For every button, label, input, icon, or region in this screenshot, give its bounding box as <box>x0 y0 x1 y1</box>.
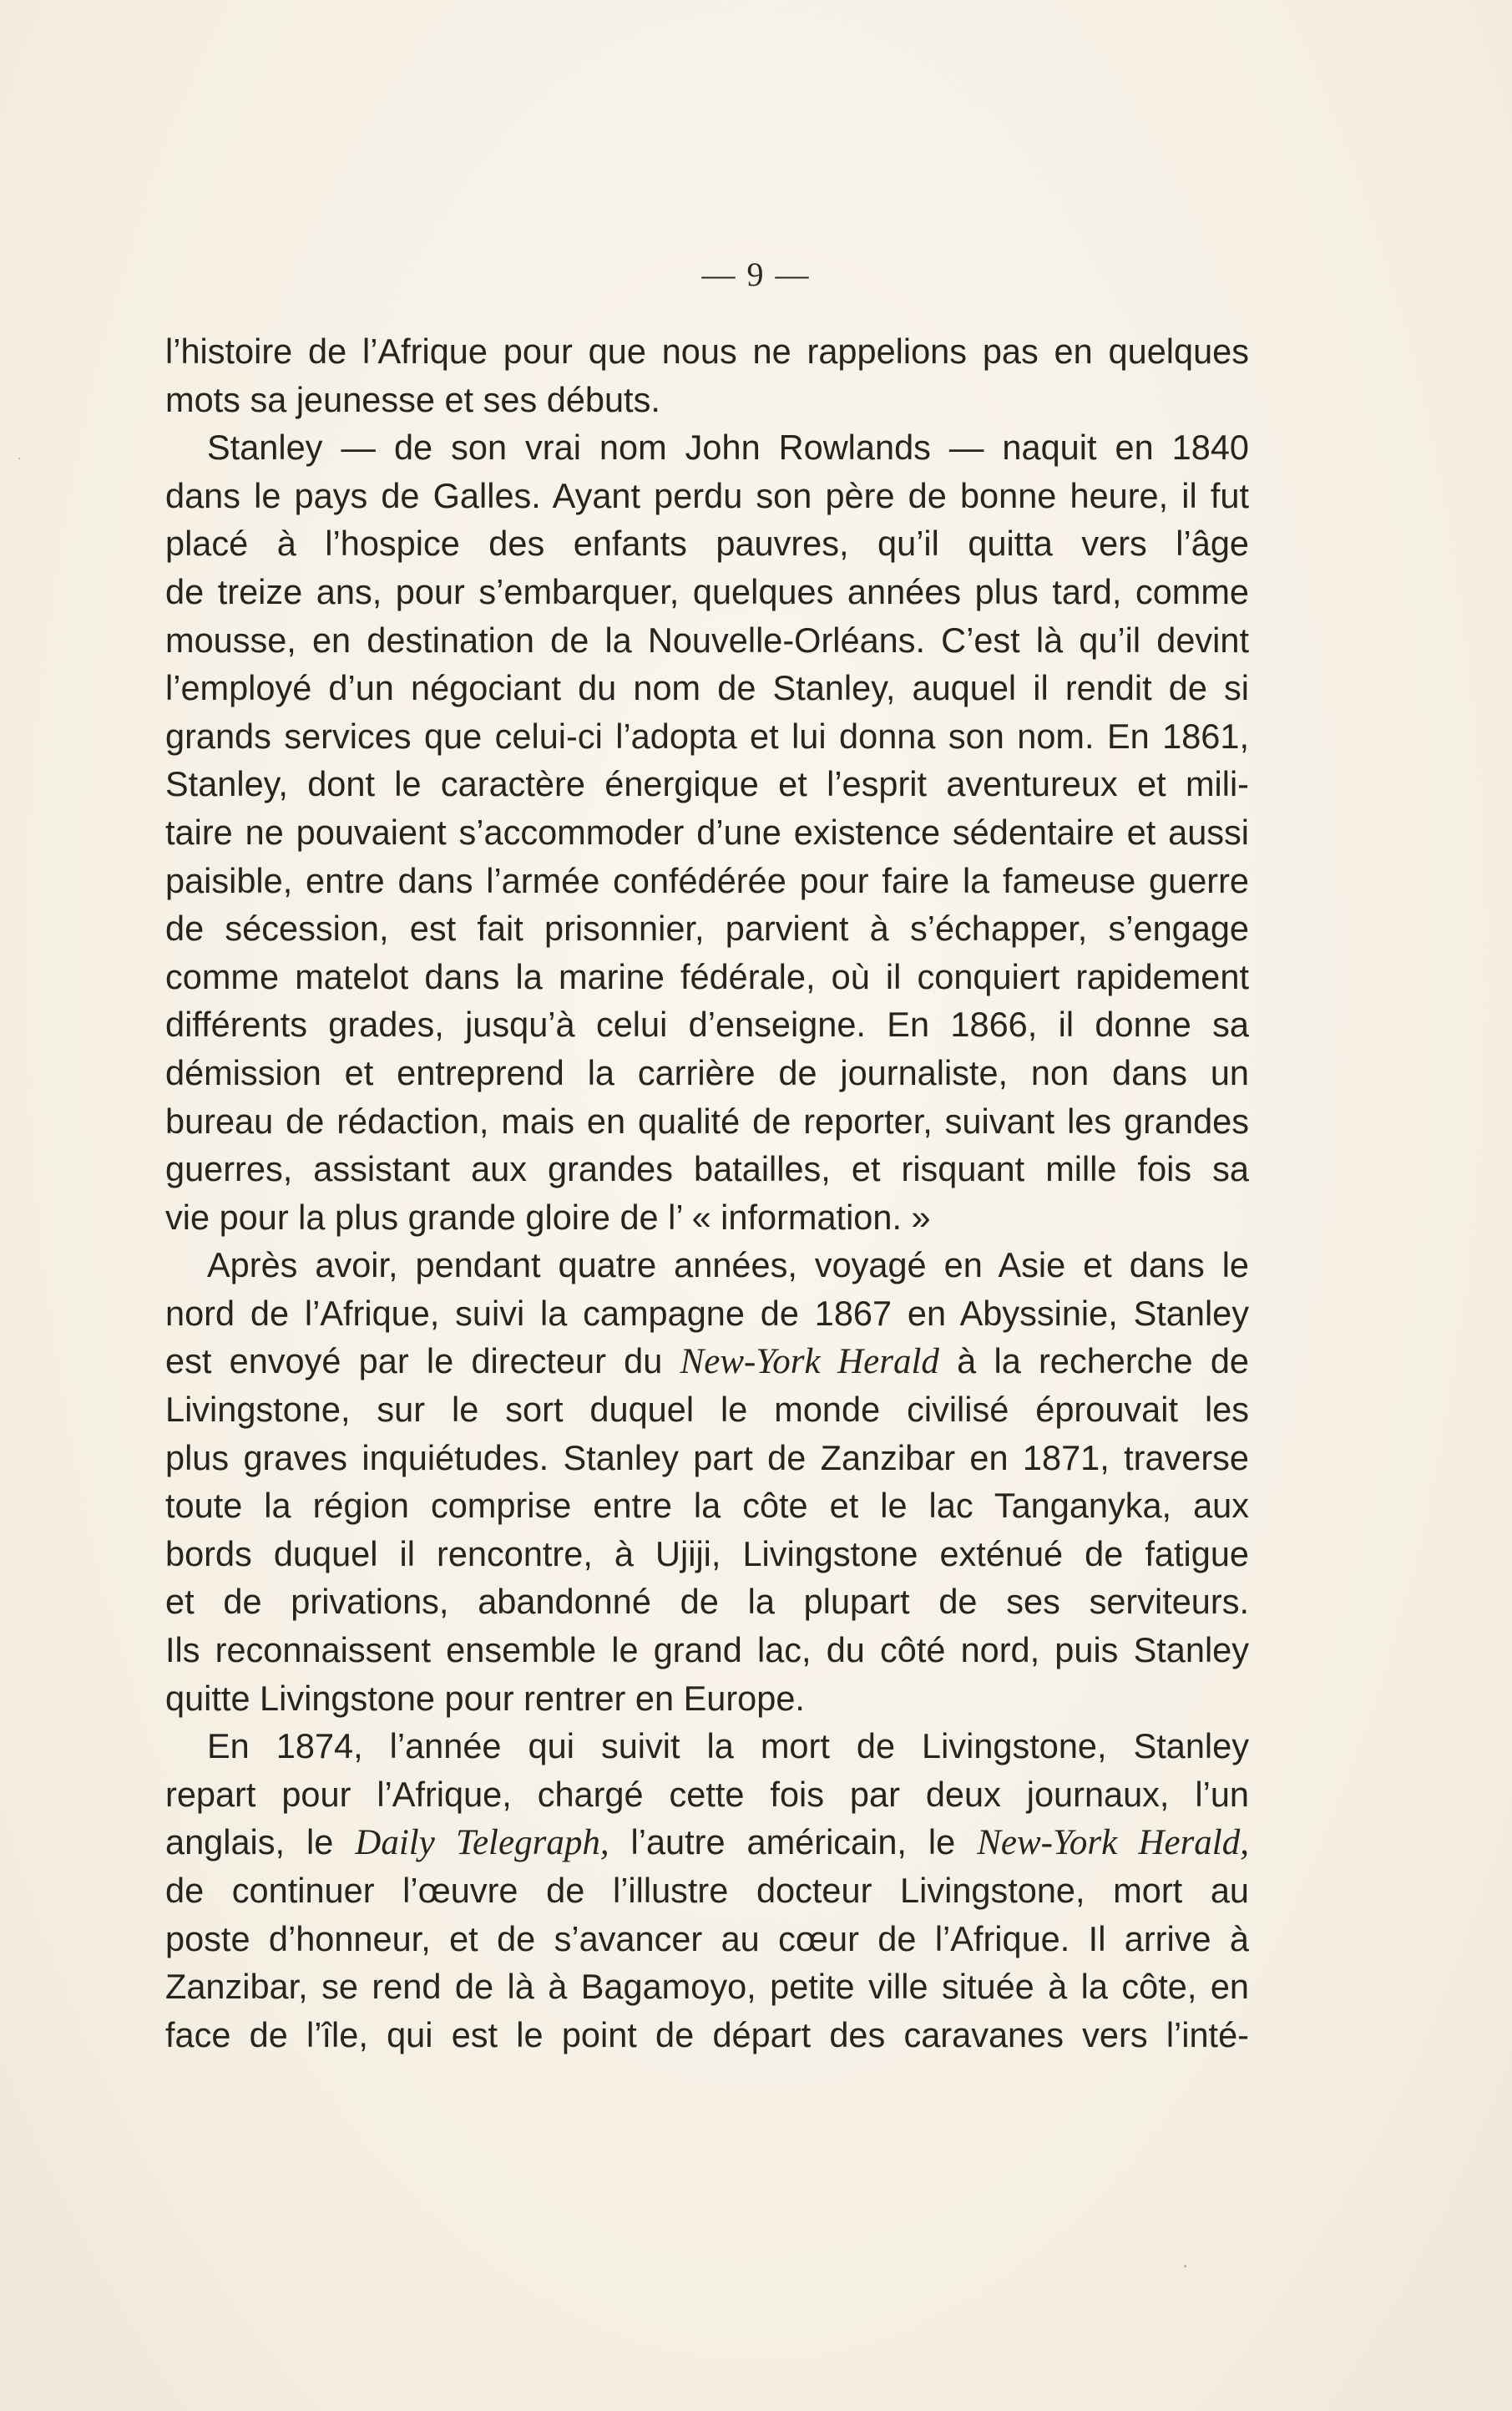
text-line: quitte Livingstone pour rentrer en Europe. <box>165 1678 805 1718</box>
text-line: face de l’île, qui est le point de départ des caravanes vers l’inté- <box>165 2014 1249 2054</box>
text-line: repart pour l’Afrique, chargé cette fois par deux journaux, l’un <box>165 1774 1249 1814</box>
text-line: poste d’honneur, et de s’avancer au cœur de l’Afrique. Il arrive à <box>165 1918 1249 1958</box>
newspaper-title: Daily Telegraph, <box>355 1823 609 1863</box>
text-line: et de privations, abandonné de la plupart de ses serviteurs. <box>165 1582 1249 1622</box>
text-line: grands services que celui-ci l’adopta et lui donna son nom. En 1861, <box>165 716 1249 756</box>
body-text <box>165 327 1249 2059</box>
text-line: Livingstone, sur le sort duquel le monde civilisé éprouvait les <box>165 1390 1249 1430</box>
text-line: nord de l’Afrique, suivi la campagne de 1867 en Abyssinie, Stanley <box>165 1293 1249 1333</box>
text-segment: l’autre américain, le <box>609 1822 978 1862</box>
text-line: toute la région comprise entre la côte et le lac Tanganyka, aux <box>165 1486 1249 1526</box>
text-line: Stanley — de son vrai nom John Rowlands — naquit en 1840 <box>207 428 1249 468</box>
paper-speck <box>1184 2265 1186 2267</box>
text-line: différents grades, jusqu’à celui d’enseigne. En 1866, il donne sa <box>165 1005 1249 1045</box>
text-line <box>165 1337 1249 1385</box>
text-line: mousse, en destination de la Nouvelle-Orléans. C’est là qu’il devint <box>165 620 1249 660</box>
text-line: mots sa jeunesse et ses débuts. <box>165 379 660 419</box>
text-line: l’histoire de l’Afrique pour que nous ne rappelions pas en quelques <box>165 332 1249 371</box>
text-line: dans le pays de Galles. Ayant perdu son père de bonne heure, il fut <box>165 475 1249 515</box>
text-line: paisible, entre dans l’armée confédérée pour faire la fameuse guerre <box>165 860 1249 900</box>
text-line: Ils reconnaissent ensemble le grand lac, du côté nord, puis Stanley <box>165 1630 1249 1670</box>
page-number: — 9 — <box>701 256 811 293</box>
newspaper-title: New-York Herald, <box>977 1823 1249 1863</box>
text-line: vie pour la plus grande gloire de l’ « information. » <box>165 1197 931 1237</box>
text-line: En 1874, l’année qui suivit la mort de Livingstone, Stanley <box>207 1726 1249 1766</box>
newspaper-title: New-York Herald <box>680 1342 939 1382</box>
text-line: taire ne pouvaient s’accommoder d’une existence sédentaire et aussi <box>165 812 1249 852</box>
text-segment: anglais, le <box>165 1822 356 1862</box>
paper-speck <box>18 458 20 459</box>
text-line: de treize ans, pour s’embarquer, quelques années plus tard, comme <box>165 571 1249 611</box>
text-line: Stanley, dont le caractère énergique et l’esprit aventureux et mili- <box>165 764 1249 804</box>
text-line: placé à l’hospice des enfants pauvres, qu’il quitta vers l’âge <box>165 524 1249 564</box>
text-line: Zanzibar, se rend de là à Bagamoyo, petite ville située à la côte, en <box>165 1967 1249 2007</box>
text-line: bords duquel il rencontre, à Ujiji, Livingstone exténué de fatigue <box>165 1533 1249 1573</box>
text-line: de continuer l’œuvre de l’illustre docteur Livingstone, mort au <box>165 1871 1249 1910</box>
text-line: de sécession, est fait prisonnier, parvient à s’échapper, s’engage <box>165 909 1249 949</box>
text-line: Après avoir, pendant quatre années, voyagé en Asie et dans le <box>207 1245 1249 1285</box>
text-line: l’employé d’un négociant du nom de Stanley, auquel il rendit de si <box>165 668 1249 708</box>
text-line: guerres, assistant aux grandes batailles, et risquant mille fois sa <box>165 1149 1249 1189</box>
text-segment: à la recherche de <box>938 1341 1249 1381</box>
text-line: plus graves inquiétudes. Stanley part de Zanzibar en 1871, traverse <box>165 1437 1249 1477</box>
text-line <box>165 1818 1249 1866</box>
text-line: démission et entreprend la carrière de journaliste, non dans un <box>165 1052 1249 1092</box>
text-segment: est envoyé par le directeur du <box>165 1341 680 1381</box>
text-line: comme matelot dans la marine fédérale, où il conquiert rapidement <box>165 956 1249 996</box>
text-line: bureau de rédaction, mais en qualité de reporter, suivant les grandes <box>165 1101 1249 1141</box>
